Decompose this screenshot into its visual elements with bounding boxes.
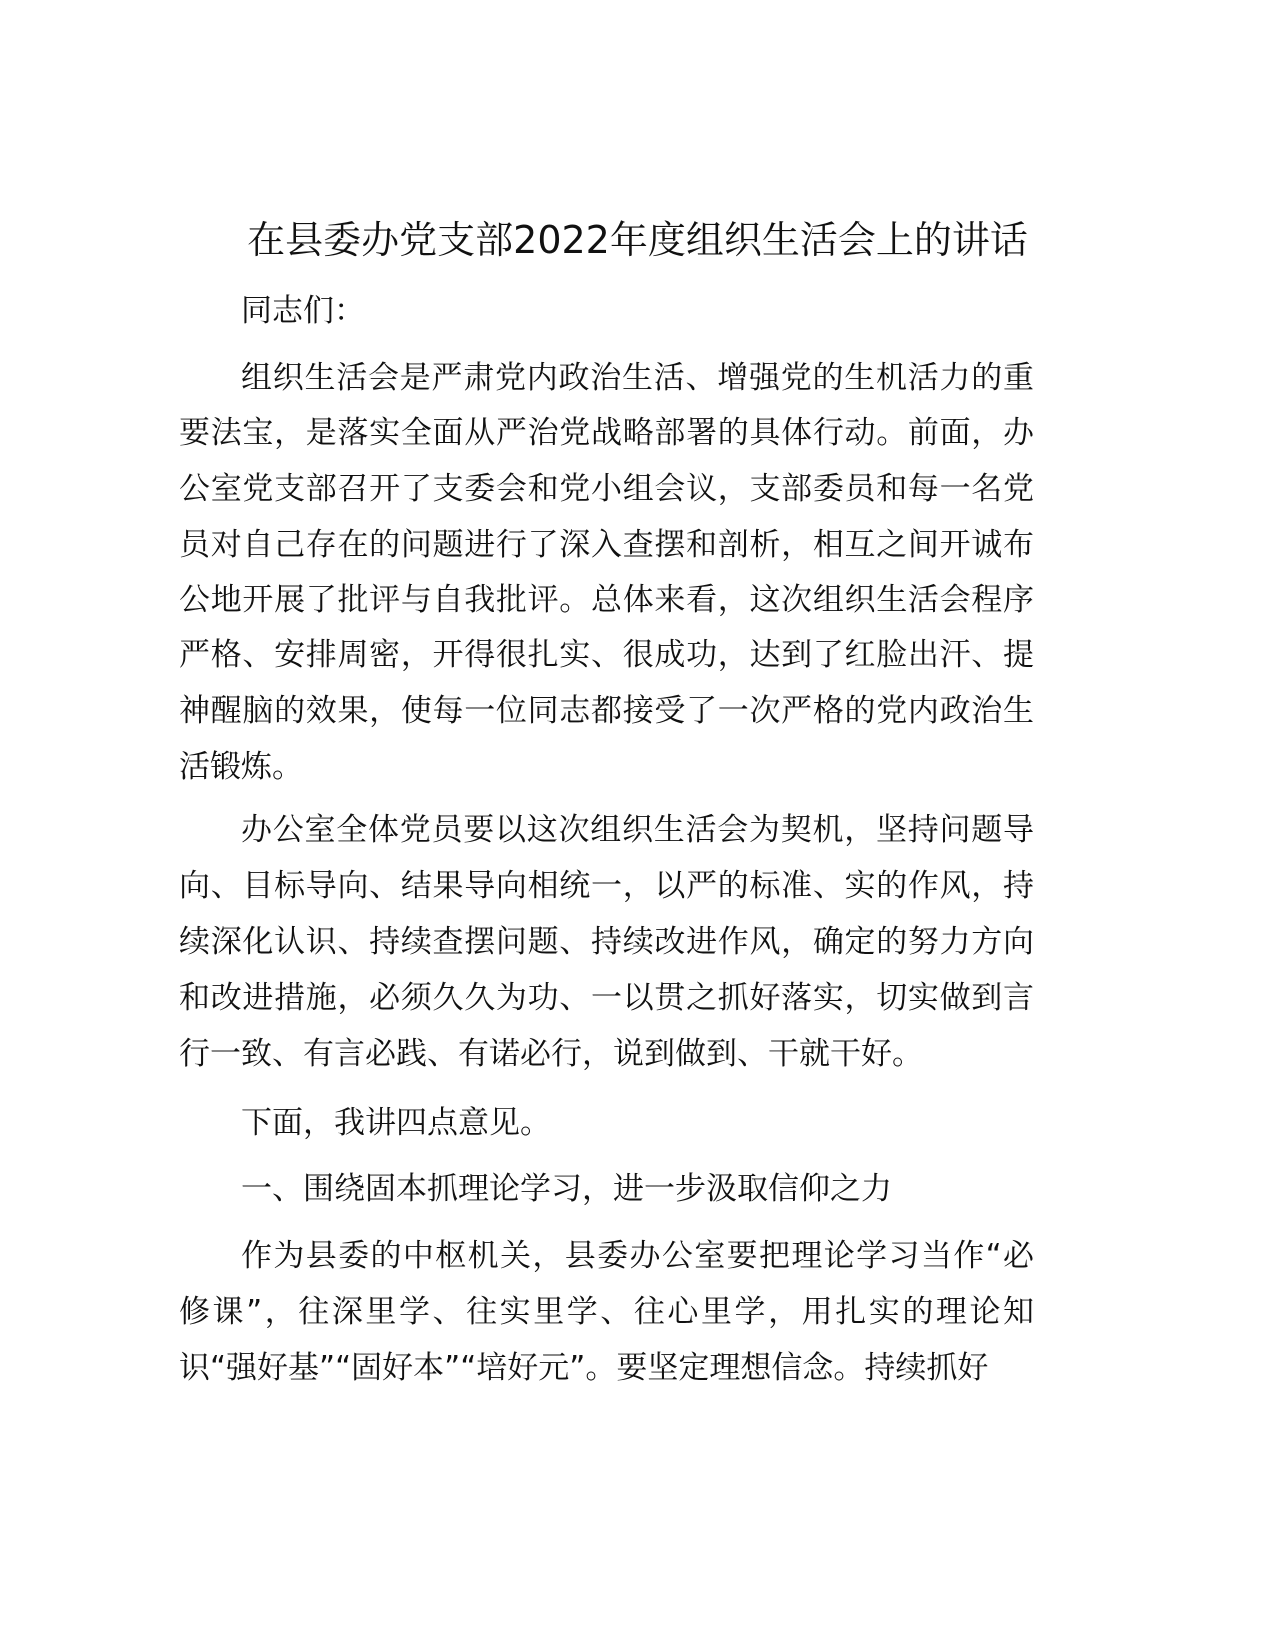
paragraph-line: 公地开展了批评与自我批评。总体来看，这次组织生活会程序 <box>179 582 1034 618</box>
paragraph-line: 办公室全体党员要以这次组织生活会为契机，坚持问题导 <box>241 812 1034 848</box>
paragraph-line: 组织生活会是严肃党内政治生活、增强党的生机活力的重 <box>241 360 1034 396</box>
paragraph-line: 识“强好基”“固好本”“培好元”。要坚定理想信念。持续抓好 <box>179 1350 989 1386</box>
paragraph-line: 一、围绕固本抓理论学习，进一步汲取信仰之力 <box>241 1171 892 1207</box>
paragraph-line: 神醒脑的效果，使每一位同志都接受了一次严格的党内政治生 <box>179 693 1034 729</box>
paragraph-line: 修课”，往深里学、往实里学、往心里学，用扎实的理论知 <box>179 1294 1034 1330</box>
paragraph-line: 要法宝，是落实全面从严治党战略部署的具体行动。前面，办 <box>179 415 1034 451</box>
paragraph-line: 员对自己存在的问题进行了深入查摆和剖析，相互之间开诚布 <box>179 527 1034 563</box>
paragraph-line: 续深化认识、持续查摆问题、持续改进作风，确定的努力方向 <box>179 924 1034 960</box>
paragraph-line: 和改进措施，必须久久为功、一以贯之抓好落实，切实做到言 <box>179 980 1034 1016</box>
paragraph-line: 活锻炼。 <box>179 749 303 785</box>
paragraph-line: 下面，我讲四点意见。 <box>241 1105 551 1141</box>
document-title: 在县委办党支部2022年度组织生活会上的讲话 <box>247 218 1028 262</box>
paragraph-line: 同志们： <box>241 293 365 329</box>
paragraph-line: 行一致、有言必践、有诺必行，说到做到、干就干好。 <box>179 1036 923 1072</box>
paragraph-line: 严格、安排周密，开得很扎实、很成功，达到了红脸出汗、提 <box>179 637 1034 673</box>
paragraph-line: 公室党支部召开了支委会和党小组会议，支部委员和每一名党 <box>179 471 1034 507</box>
paragraph-line: 向、目标导向、结果导向相统一，以严的标准、实的作风，持 <box>179 868 1034 904</box>
paragraph-line: 作为县委的中枢机关，县委办公室要把理论学习当作“必 <box>241 1238 1034 1274</box>
